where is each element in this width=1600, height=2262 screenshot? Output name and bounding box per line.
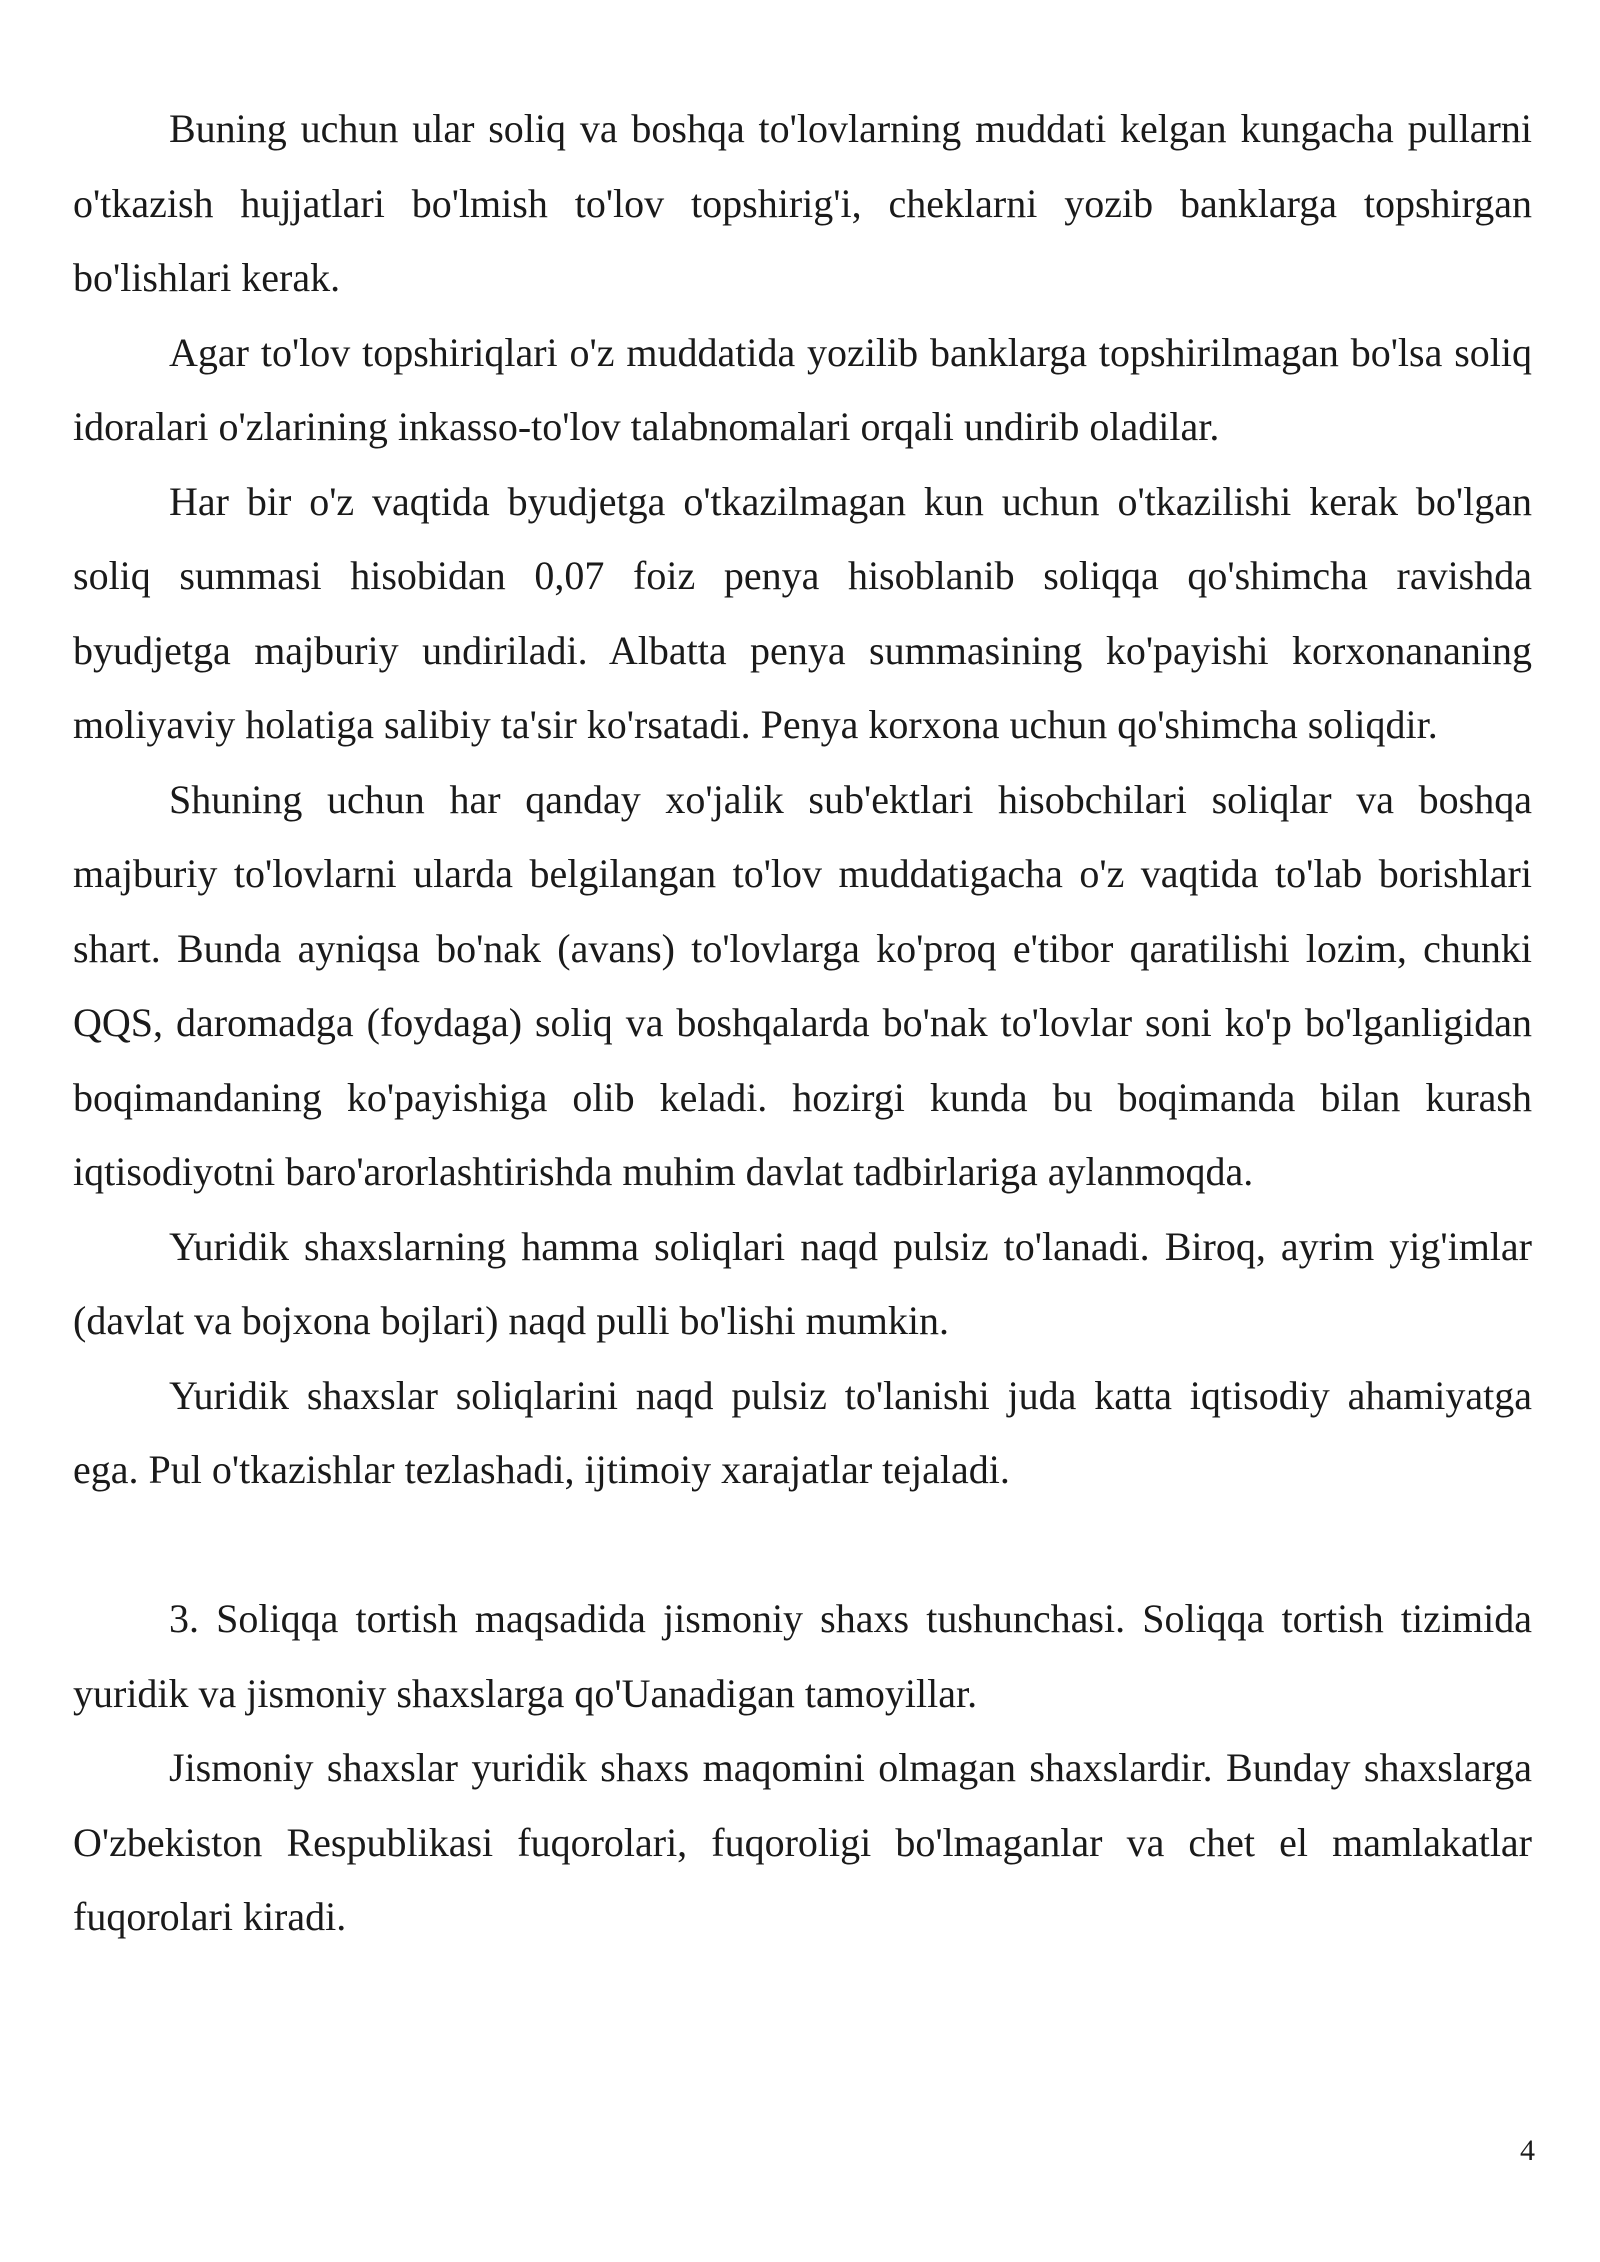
paragraph: Buning uchun ular soliq va boshqa to'lovlarning muddati kelgan kungacha pullarni o'tkazish hujjatlari bo'lmish to'lov topshirig'i, cheklarni yozib banklarga topshirgan bo'lishlari kerak. [73,106,1532,300]
section-heading: 3. Soliqqa tortish maqsadida jismoniy shaxs tushunchasi. Soliqqa tortish tizimida yuridik va jismoniy shaxslarga qo'Uanadigan tamoyillar. [73,1596,1532,1716]
blank-line [73,1508,1532,1583]
paragraph: Yuridik shaxslar soliqlarini naqd pulsiz to'lanishi juda katta iqtisodiy ahamiyatga ega. Pul o'tkazishlar tezlashadi, ijtimoiy xarajatlar tejaladi. [73,1372,1532,1492]
paragraph: Shuning uchun har qanday xo'jalik sub'ektlari hisobchilari soliqlar va boshqa majburiy to'lovlarni ularda belgilangan to'lov muddatigacha o'z vaqtida to'lab borishlari shart. Bunda ayniqsa bo'nak (avans) to'lovlarga ko'proq e'tibor qaratilishi lozim, chunki QQS, daromadga (foydaga) soliq va boshqalarda bo'nak to'lovlar soni ko'p bo'lganligidan boqimandaning ko'payishiga olib keladi. hozirgi kunda bu boqimanda bilan kurash iqtisodiyotni baro'arorlashtirishda muhim davlat tadbirlariga aylanmoqda. [73,776,1532,1194]
paragraph: Jismoniy shaxslar yuridik shaxs maqomini olmagan shaxslardir. Bunday shaxslarga O'zbekiston Respublikasi fuqorolari, fuqoroligi bo'lmaganlar va chet el mamlakatlar fuqorolari kiradi. [73,1745,1532,1939]
page-number: 4 [1520,2134,1535,2167]
paragraph: Yuridik shaxslarning hamma soliqlari naqd pulsiz to'lanadi. Biroq, ayrim yig'imlar (davlat va bojxona bojlari) naqd pulli bo'lishi mumkin. [73,1223,1532,1343]
paragraph: Agar to'lov topshiriqlari o'z muddatida yozilib banklarga topshirilmagan bo'lsa soliq idoralari o'zlarining inkasso-to'lov talabnomalari orqali undirib oladilar. [73,329,1532,449]
document-page [73,92,1532,1955]
paragraph: Har bir o'z vaqtida byudjetga o'tkazilmagan kun uchun o'tkazilishi kerak bo'lgan soliq summasi hisobidan 0,07 foiz penya hisoblanib soliqqa qo'shimcha ravishda byudjetga majburiy undiriladi. Albatta penya summasining ko'payishi korxonananing moliyaviy holatiga salibiy ta'sir ko'rsatadi. Penya korxona uchun qo'shimcha soliqdir. [73,478,1532,747]
